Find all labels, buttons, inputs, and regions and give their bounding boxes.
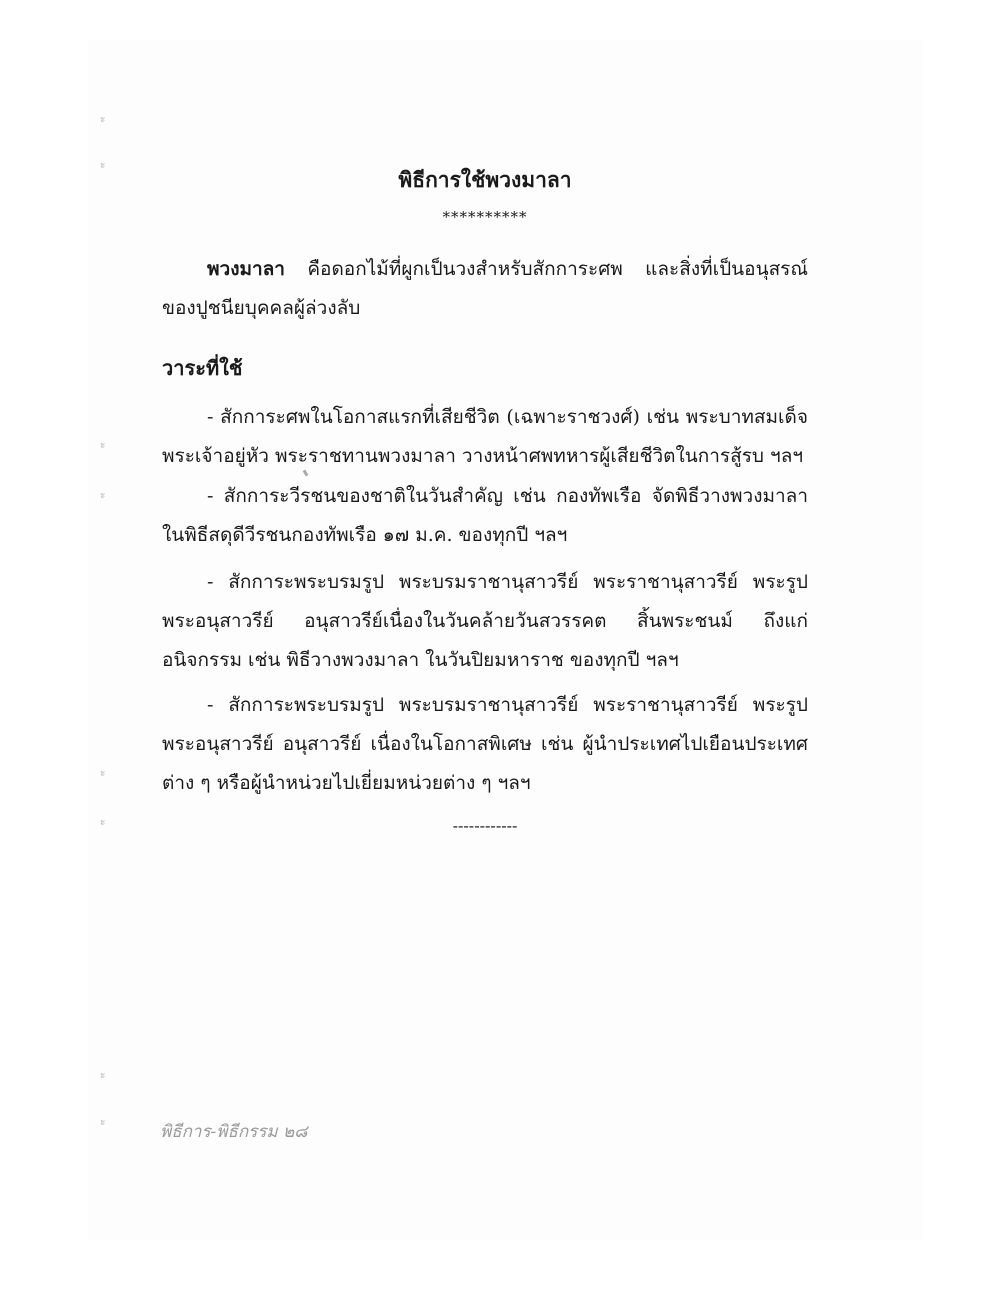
margin-mark: ะ: [100, 160, 106, 171]
title-separator: **********: [442, 208, 528, 226]
section-heading: วาระที่ใช้: [162, 356, 243, 380]
end-separator: ------------: [452, 816, 518, 835]
margin-mark: ะ: [100, 817, 106, 828]
intro-definition: คือดอกไม้ที่ผูกเป็นวงสำหรับสักการะศพ และสิ่งที่เป็นอนุสรณ์ของปูชนียบุคคลผู้ล่วงลับ: [162, 258, 808, 319]
intro-term: พวงมาลา: [207, 258, 285, 280]
page-footer: พิธีการ-พิธีกรรม ๒๘: [160, 1122, 308, 1142]
list-item: - สักการะพระบรมรูป พระบรมราชานุสาวรีย์ พระราชานุสาวรีย์ พระรูป พระอนุสาวรีย์ อนุสาวรีย์เนื่องในวันคล้ายวันสวรรคต สิ้นพระชนม์ ถึงแก่อนิจกรรม เช่น พิธีวางพวงมาลา ในวันปิยมหาราช ของทุกปี ฯลฯ: [162, 571, 808, 671]
margin-mark: ะ: [100, 490, 106, 501]
list-item: - สักการะศพในโอกาสแรกที่เสียชีวิต (เฉพาะราชวงศ์) เช่น พระบาทสมเด็จพระเจ้าอยู่หัว พระราชทานพวงมาลา วางหน้าศพทหารผู้เสียชีวิตในการสู้รบ ฯลฯ: [162, 406, 808, 467]
margin-mark: ะ: [100, 440, 106, 451]
margin-mark: ะ: [100, 1117, 106, 1128]
intro-paragraph: [162, 250, 808, 328]
margin-mark: ะ: [100, 768, 106, 779]
document-title: พิธีการใช้พวงมาลา: [398, 167, 572, 192]
margin-mark: ะ: [100, 1070, 106, 1081]
margin-mark: ะ: [100, 114, 106, 125]
list-item: - สักการะวีรชนของชาติในวันสำคัญ เช่น กองทัพเรือ จัดพิธีวางพวงมาลาในพิธีสดุดีวีรชนกองทัพเรือ ๑๗ ม.ค. ของทุกปี ฯลฯ: [162, 485, 808, 546]
list-item: - สักการะพระบรมรูป พระบรมราชานุสาวรีย์ พระราชานุสาวรีย์ พระรูป พระอนุสาวรีย์ อนุสาวรีย์ เนื่องในโอกาสพิเศษ เช่น ผู้นำประเทศไปเยือนประเทศต่าง ๆ หรือผู้นำหน่วยไปเยี่ยมหน่วยต่าง ๆ ฯลฯ: [162, 694, 808, 794]
